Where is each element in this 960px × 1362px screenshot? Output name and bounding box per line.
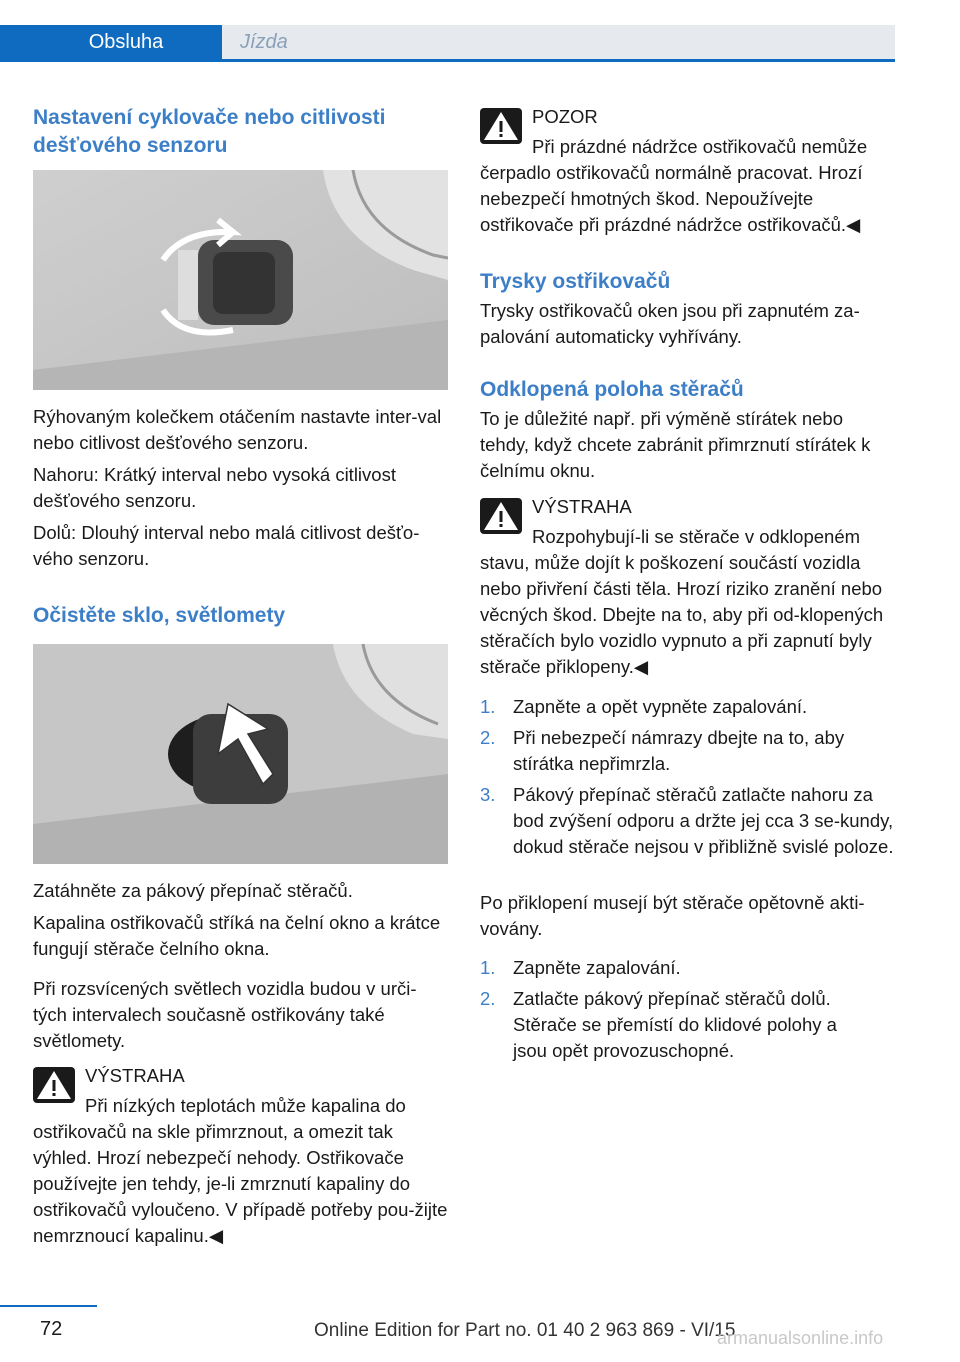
section-heading-clean: Očistěte sklo, světlomety: [33, 604, 286, 627]
warning-text: Při nízkých teplotách může kapalina do ostřikovačů na skle přimrznout, a omezit tak výhled. Hrozí nebezpečí nehody. Ostřikovače používejte jen tehdy, je-li zmrznutí kapaliny do ostřikovačů vyloučeno. V případě potřeby pou‐žijte nemrznoucí kapalinu.◀: [33, 1095, 448, 1246]
paragraph-up: Nahoru: Krátký interval nebo vysoká citlivost dešťového senzoru.: [33, 464, 396, 511]
section-heading-foldout: Odklopená poloha stěračů: [480, 378, 744, 401]
paragraph-reactivate: Po přiklopení musejí být stěrače opětovně akti‐vovány.: [480, 892, 865, 939]
wiper-stalk-pull-illustration: [33, 644, 448, 864]
list-item: [480, 725, 895, 777]
list-number: 2.: [480, 988, 496, 1009]
list-number: 1.: [480, 696, 496, 717]
wiper-stalk-interval-illustration: [33, 170, 448, 390]
warning-triangle-icon: [33, 1067, 75, 1103]
list-text: Zapněte a opět vypněte zapalování.: [513, 696, 808, 717]
list-number: 2.: [480, 727, 496, 748]
warning-title: VÝSTRAHA: [85, 1065, 185, 1086]
warning-triangle-icon: [480, 498, 522, 534]
warning-block-foldout: [480, 494, 895, 680]
paragraph-interval-desc: Rýhovaným kolečkem otáčením nastavte inter‐val nebo citlivost dešťového senzoru.: [33, 406, 442, 453]
footer-edition: Online Edition for Part no. 01 40 2 963 869 - VI/15: [314, 1320, 736, 1341]
list-item: [480, 986, 895, 1064]
list-text: Zapněte zapalování.: [513, 957, 681, 978]
section-heading-interval: Nastavení cyklovače nebo citlivosti dešťového senzoru: [33, 106, 386, 157]
page-number: 72: [40, 1318, 63, 1340]
list-number: 1.: [480, 957, 496, 978]
caution-block-empty-tank: [480, 104, 895, 238]
section-heading-nozzles: Trysky ostřikovačů: [480, 270, 671, 293]
left-text-block-1: [33, 404, 448, 572]
list-item: [480, 955, 895, 981]
paragraph-fluid-spray: Kapalina ostřikovačů stříká na čelní okno a krátce fungují stěrače čelního okna.: [33, 912, 441, 959]
list-item: [480, 694, 895, 720]
paragraph-down: Dolů: Dlouhý interval nebo malá citlivost dešťo‐vého senzoru.: [33, 522, 420, 569]
header-divider: [0, 59, 895, 62]
tab-obsluha[interactable]: Obsluha: [0, 25, 222, 59]
footer-divider: [0, 1305, 97, 1307]
paragraph-headlights: Při rozsvícených světlech vozidla budou v urči‐tých intervalech současně ostřikovány také světlomety.: [33, 978, 417, 1051]
list-text: Pákový přepínač stěračů zatlačte nahoru za bod zvýšení odporu a držte jej cca 3 se‐kundy, dokud stěrače nejsou v přibližně svislé poloze.: [513, 784, 894, 857]
caution-text: Při prázdné nádržce ostřikovačů nemůže čerpadlo ostřikovačů normálně pracovat. Hrozí nebezpečí hmotných škod. Nepoužívejte ostřikovače při prázdné nádržce ostřikovačů.◀: [480, 136, 868, 235]
caution-triangle-icon: [480, 108, 522, 144]
caution-title: POZOR: [532, 106, 598, 127]
list-text: Při nebezpečí námrazy dbejte na to, aby stírátka nepřimrzla.: [513, 727, 845, 774]
list-text: Zatlačte pákový přepínač stěračů dolů. Stěrače se přemístí do klidové polohy a jsou opět provozuschopné.: [513, 988, 837, 1061]
footer-watermark: armanualsonline.info: [717, 1328, 884, 1348]
page-header: [0, 0, 895, 62]
warning2-title: VÝSTRAHA: [532, 496, 632, 517]
left-text-block-2: [33, 878, 448, 1054]
warning2-text: Rozpohybují-li se stěrače v odklopeném stavu, může dojít k poškození součástí vozidla nebo přivření části těla. Hrozí riziko zranění nebo věcných škod. Dbejte na to, aby při od‐klopených stěračích bylo vozidlo vypnuto a při zapnutí byly stěrače přiklopeny.◀: [480, 526, 884, 677]
warning-block-frost: [33, 1063, 448, 1249]
paragraph-pull-lever: Zatáhněte za pákový přepínač stěračů.: [33, 880, 353, 901]
tab-jizda[interactable]: Jízda: [222, 25, 895, 59]
list-number: 3.: [480, 784, 496, 805]
paragraph-foldout-purpose: To je důležité např. při výměně stírátek nebo tehdy, když chcete zabránit přimrznutí stírátek k čelnímu oknu.: [480, 408, 871, 481]
list-item: [480, 782, 895, 886]
paragraph-nozzles-heated: Trysky ostřikovačů oken jsou při zapnutém za‐palování automaticky vyhřívány.: [480, 300, 860, 347]
